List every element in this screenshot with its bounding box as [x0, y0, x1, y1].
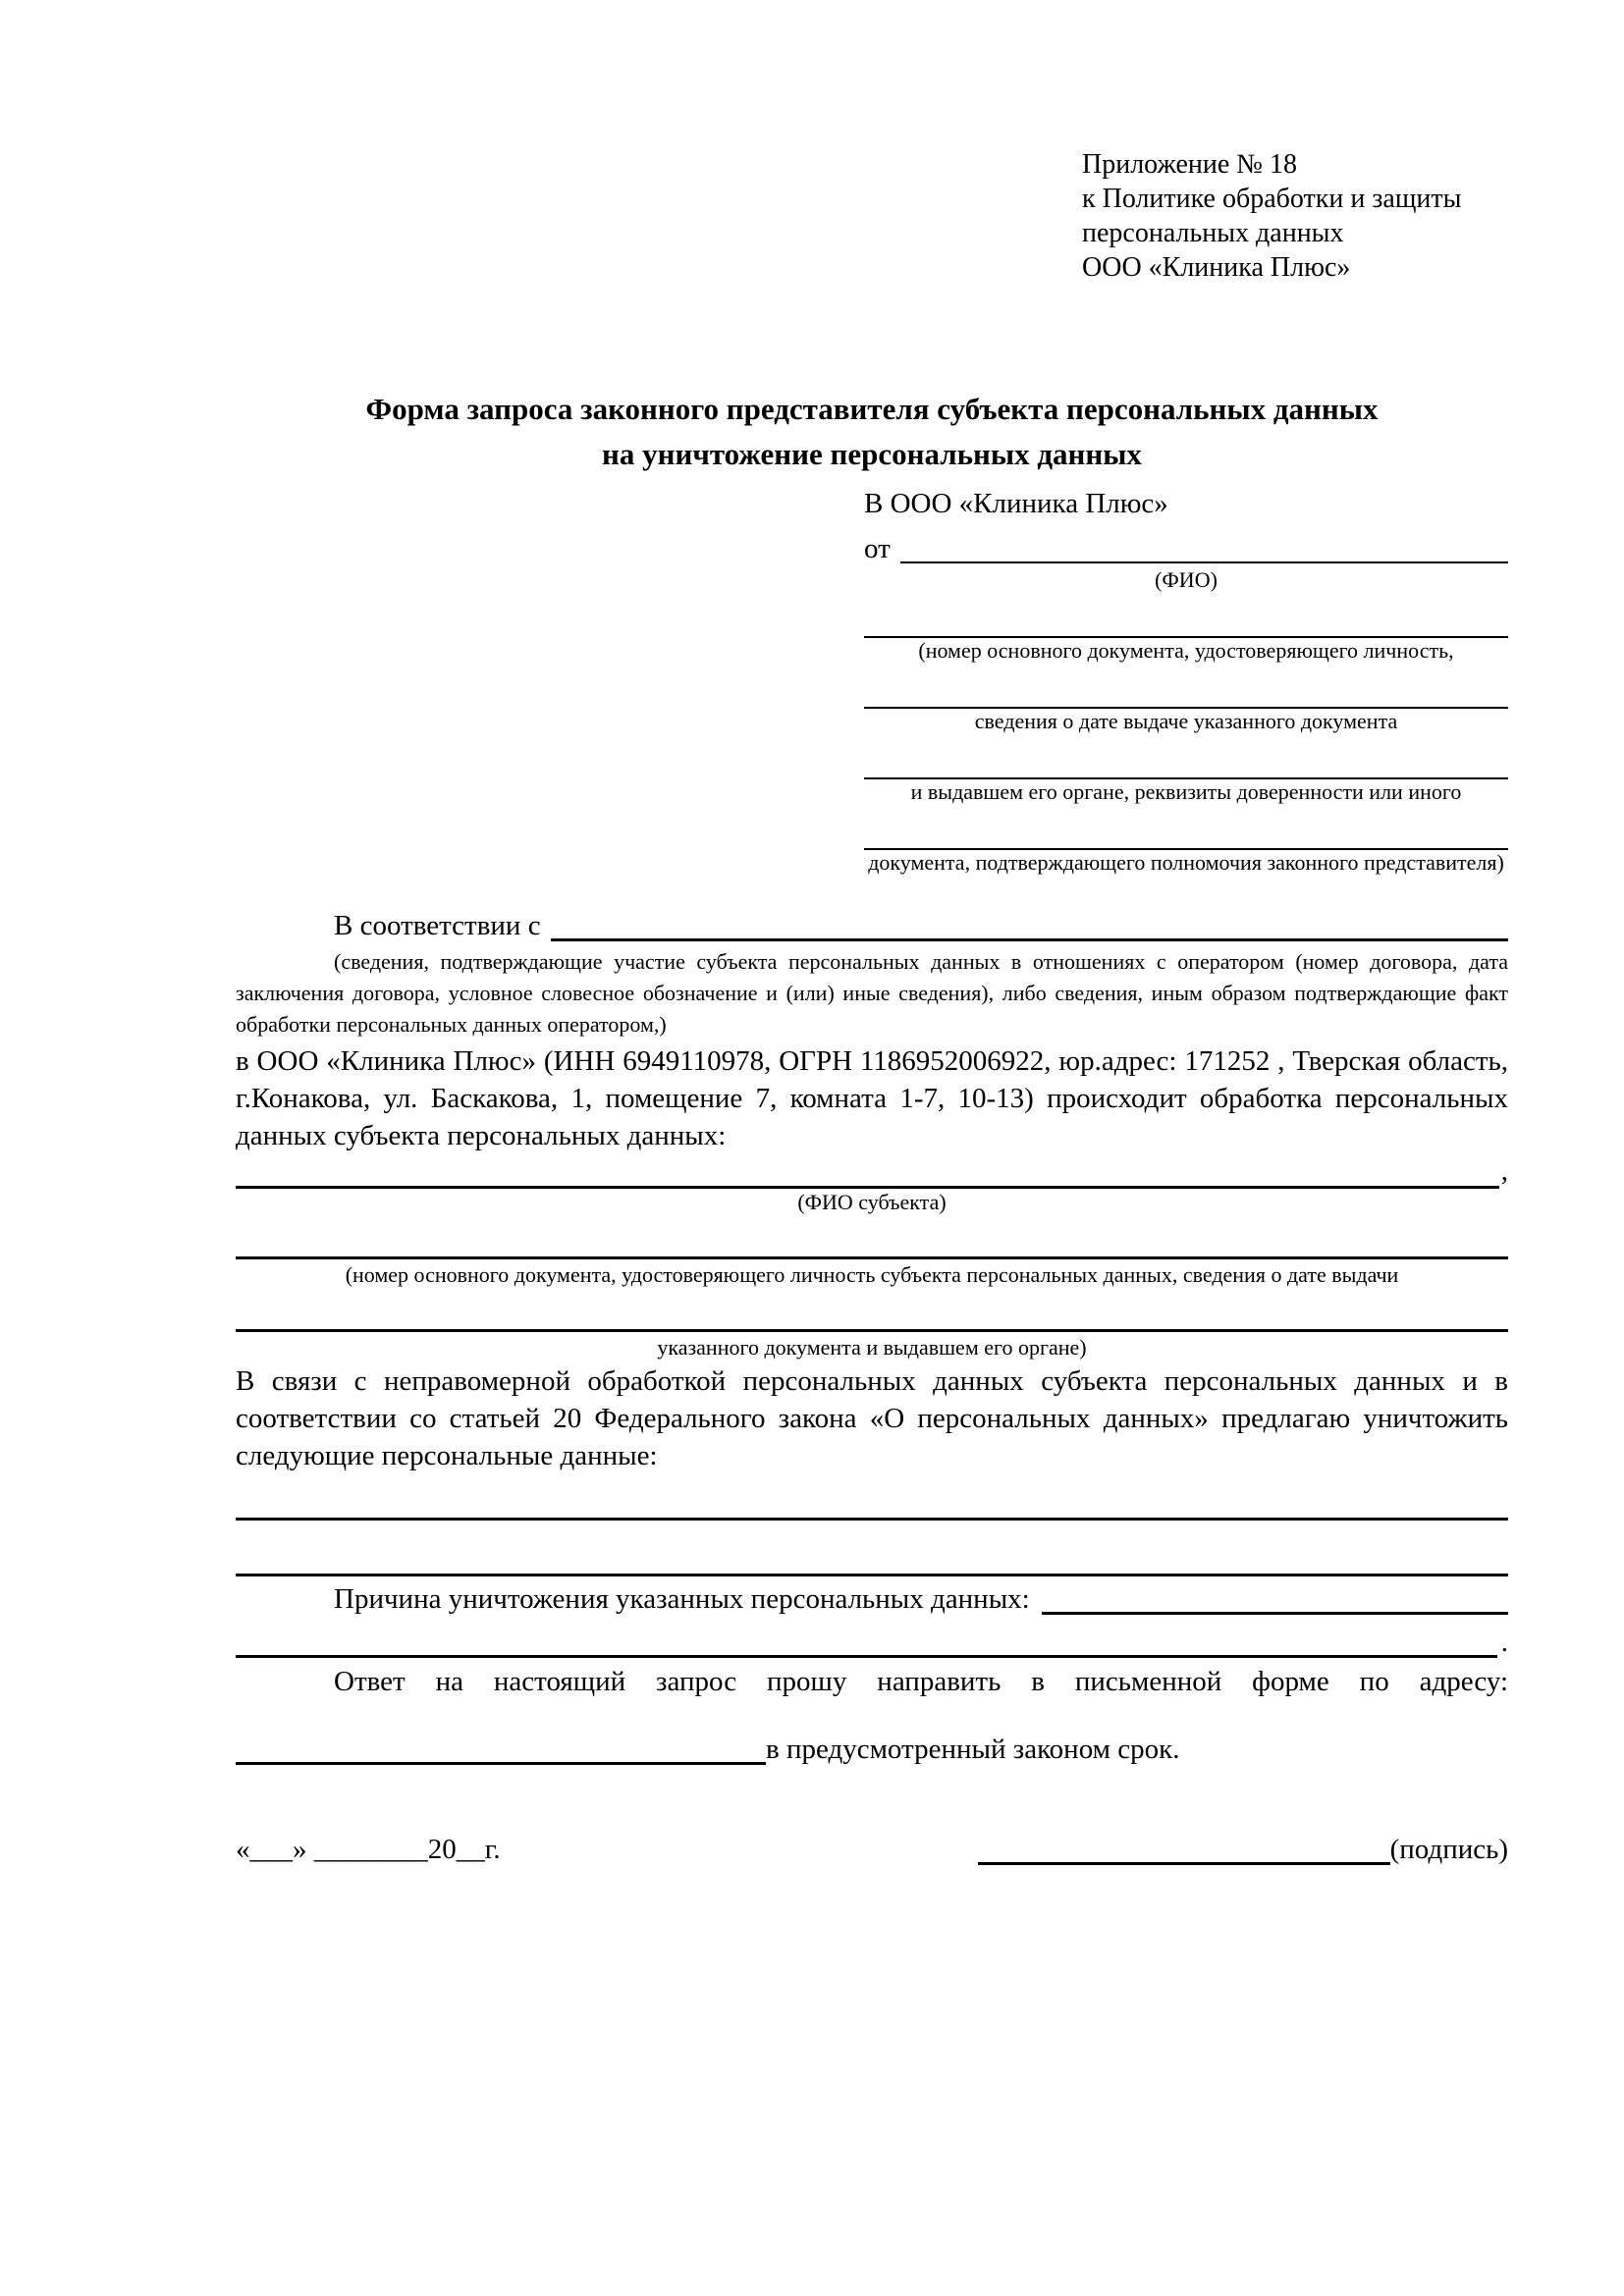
signature-blank-line — [978, 1825, 1390, 1865]
representative-doc-caption-3: и выдавшем его органе, реквизиты доверенности или иного — [910, 779, 1462, 804]
representative-fio-blank-line — [900, 526, 1508, 563]
appendix-line-4: ООО «Клиника Плюс» — [1082, 252, 1351, 283]
addressee-block — [864, 485, 1508, 876]
reason-lead: Причина уничтожения указанных персональных данных: — [334, 1583, 1030, 1615]
subject-fio-trailing-comma: , — [1500, 1155, 1508, 1187]
representative-doc-blank-line-2 — [864, 677, 1508, 709]
accordance-row — [236, 903, 1508, 944]
appendix-line-1: Приложение № 18 — [1082, 149, 1297, 180]
representative-doc-field-2 — [864, 677, 1508, 734]
representative-doc-blank-line-4 — [864, 819, 1508, 850]
unlawful-processing-paragraph: В связи с неправомерной обработкой персональных данных субъекта персональных данных и в соответствии со статьей 20 Федерального закона «О персональных данных» предлагаю уничтожить следующие персональные данные: — [236, 1365, 1508, 1471]
accordance-caption: (сведения, подтверждающие участие субъекта персональных данных в отношениях с оператором (номер договора, дата заключения договора, условное словесное обозначение и (или) иные сведения), либо сведения, иным образом подтверждающие факт обработки персональных данных оператором,) — [236, 949, 1508, 1037]
appendix-line-2: к Политике обработки и защиты — [1082, 184, 1462, 214]
data-to-destroy-blank-line-2 — [236, 1521, 1508, 1576]
operator-paragraph: в ООО «Клиника Плюс» (ИНН 6949110978, ОГРН 1186952006922, юр.адрес: 171252 , Тверская область, г.Конакова, ул. Баскакова, 1, помещение 7, комната 1-7, 10-13) происходит обработка персональных данных субъекта персональных данных: — [236, 1045, 1508, 1151]
reason-continuation-blank-line — [236, 1618, 1497, 1658]
subject-doc-caption-2: указанного документа и выдавшем его органе) — [657, 1335, 1087, 1360]
appendix-line-3: персональных данных — [1082, 218, 1344, 248]
title-line-2: на уничтожение персональных данных — [602, 437, 1142, 471]
representative-doc-caption-1: (номер основного документа, удостоверяющего личность, — [918, 638, 1454, 663]
accordance-lead: В соответствии с — [334, 910, 541, 941]
subject-fio-blank-line — [236, 1154, 1499, 1189]
reason-trailing-period: . — [1500, 1627, 1508, 1658]
reason-blank-line — [1042, 1576, 1508, 1615]
representative-doc-field-4 — [864, 819, 1508, 876]
subject-doc-row-1 — [236, 1225, 1508, 1262]
from-row — [864, 526, 1508, 567]
data-to-destroy-blank-line-1 — [236, 1474, 1508, 1521]
answer-term-text: в предусмотренный законом срок. — [766, 1734, 1180, 1765]
signature-group — [978, 1825, 1508, 1868]
subject-doc-caption-1: (номер основного документа, удостоверяющего личность субъекта персональных данных, сведения о дате выдачи — [345, 1262, 1399, 1287]
representative-doc-field-1 — [864, 607, 1508, 664]
appendix-header — [1082, 147, 1508, 285]
subject-fio-row — [236, 1154, 1508, 1190]
subject-doc-blank-line-2 — [236, 1298, 1508, 1332]
addressee-organization: В ООО «Клиника Плюс» — [864, 488, 1168, 519]
subject-doc-row-2 — [236, 1298, 1508, 1335]
representative-doc-caption-4: документа, подтверждающего полномочия законного представителя) — [868, 850, 1504, 875]
reason-row — [236, 1576, 1508, 1618]
accordance-blank-line — [551, 903, 1508, 941]
subject-fio-caption: (ФИО субъекта) — [797, 1190, 947, 1214]
document-title — [236, 387, 1508, 477]
answer-address-blank-line — [236, 1729, 766, 1765]
date-placeholder: «___» ________20__г. — [236, 1834, 501, 1865]
answer-address-row — [236, 1729, 1508, 1768]
representative-doc-caption-2: сведения о дате выдаче указанного документа — [974, 709, 1398, 733]
date-signature-row — [236, 1825, 1508, 1868]
from-label: от — [864, 533, 891, 564]
signature-caption: (подпись) — [1389, 1834, 1508, 1865]
subject-doc-blank-line-1 — [236, 1225, 1508, 1259]
answer-request-line: Ответ на настоящий запрос прошу направить в письменной форме по адресу: — [334, 1666, 1508, 1697]
representative-doc-field-3 — [864, 748, 1508, 805]
title-line-1: Форма запроса законного представителя субъекта персональных данных — [365, 392, 1379, 426]
fio-caption: (ФИО) — [1155, 567, 1218, 592]
representative-doc-blank-line-3 — [864, 748, 1508, 779]
reason-continuation-row — [236, 1618, 1508, 1661]
representative-doc-blank-line-1 — [864, 607, 1508, 638]
